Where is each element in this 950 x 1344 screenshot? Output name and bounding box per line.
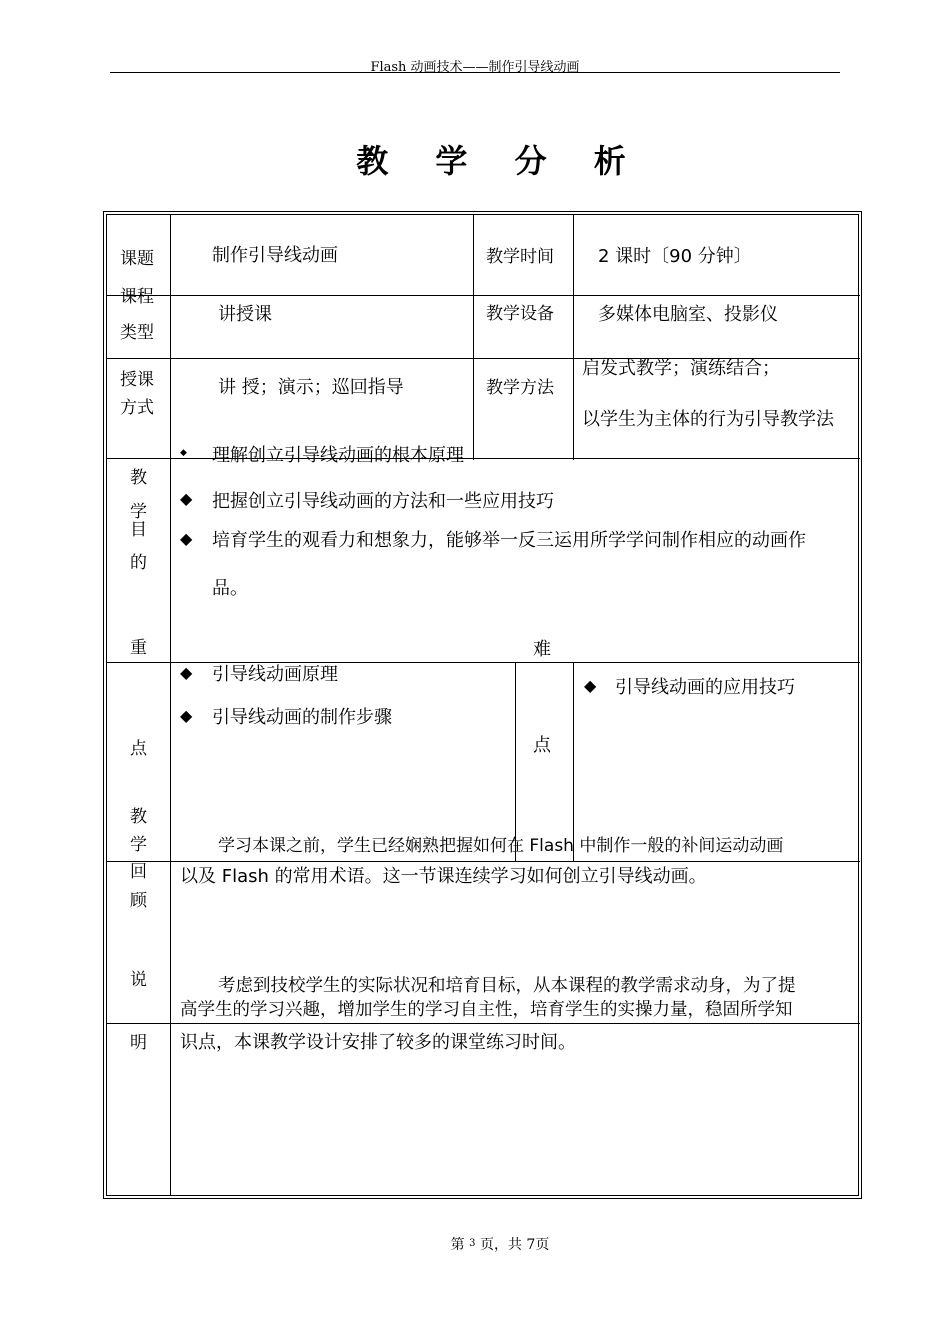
row-divider <box>107 1023 860 1024</box>
delivery-label-line1: 授课 <box>120 370 154 390</box>
column-divider <box>170 214 171 1196</box>
review-label-char: 回 <box>130 862 147 882</box>
explanation-text-line3: 识点，本课教学设计安排了较多的课堂练习时间。 <box>180 1032 576 1053</box>
page-footer <box>0 1234 950 1254</box>
footer-prefix: 第 <box>450 1237 465 1253</box>
method-value-line2: 以学生为主体的行为引导教学法 <box>582 409 834 430</box>
delivery-label-line2: 方式 <box>120 398 154 418</box>
column-divider <box>473 214 474 460</box>
equipment-value: 多媒体电脑室、投影仪 <box>598 304 778 325</box>
footer-suffix: 页 <box>535 1237 550 1253</box>
teaching-time-label: 教学时间 <box>486 247 554 267</box>
review-label-char: 教 <box>130 807 147 827</box>
review-text-line2: 以及 Flash 的常用术语。这一节课连续学习如何创立引导线动画。 <box>180 866 707 887</box>
bullet-diamond-icon: ◆ <box>180 529 193 548</box>
objective-item-continuation: 品。 <box>212 578 248 599</box>
footer-page-number: 3 <box>469 1238 476 1249</box>
bullet-diamond-icon: ◆ <box>180 663 193 682</box>
key-point-item: 引导线动画原理 <box>212 664 338 685</box>
key-point-item: 引导线动画的制作步骤 <box>212 707 392 728</box>
key-points-label-bottom: 点 <box>130 739 147 759</box>
topic-value: 制作引导线动画 <box>212 245 338 266</box>
course-type-label-line2: 类型 <box>120 323 154 343</box>
bullet-diamond-icon: ◆ <box>180 489 193 508</box>
key-points-label-top: 重 <box>130 638 147 658</box>
column-divider <box>573 214 574 460</box>
difficult-points-label-bottom: 点 <box>533 735 551 756</box>
difficult-points-label-top: 难 <box>533 639 551 660</box>
objective-item: 培育学生的观看力和想象力，能够举一反三运用所学学问制作相应的动画作 <box>212 530 806 551</box>
course-type-value: 讲授课 <box>218 304 272 325</box>
explanation-text-line2: 高学生的学习兴趣，增加学生的学习自主性，培育学生的实操力量，稳固所学知 <box>180 1000 793 1020</box>
header-rule <box>110 72 840 73</box>
page-header: Flash 动画技术——制作引导线动画 <box>370 60 580 75</box>
objective-item: 理解创立引导线动画的根本原理 <box>212 445 464 466</box>
explanation-label-char: 明 <box>130 1033 147 1053</box>
objectives-label-char: 目 <box>130 520 147 540</box>
difficult-point-item: 引导线动画的应用技巧 <box>615 677 795 698</box>
review-label-char: 学 <box>130 835 147 855</box>
bullet-diamond-icon: ◆ <box>584 676 597 695</box>
course-type-label-line1: 课程 <box>120 287 154 307</box>
objectives-label-char: 的 <box>130 553 147 573</box>
explanation-label-char: 说 <box>130 970 147 990</box>
objectives-label-char: 教 <box>130 468 147 488</box>
topic-label: 课题 <box>120 249 154 269</box>
method-value-line1: 启发式教学；演练结合； <box>582 358 780 379</box>
review-text-line1: 学习本课之前，学生已经娴熟把握如何在 Flash 中制作一般的补间运动动画 <box>218 836 784 856</box>
bullet-diamond-icon: ◆ <box>180 448 187 458</box>
equipment-label: 教学设备 <box>486 304 554 324</box>
teaching-time-value: 2 课时〔90 分钟〕 <box>598 246 752 267</box>
review-label-char: 顾 <box>130 891 147 911</box>
objectives-label-char: 学 <box>130 502 147 522</box>
explanation-text-line1: 考虑到技校学生的实际状况和培育目标，从本课程的教学需求动身，为了提 <box>218 976 796 996</box>
delivery-value: 讲 授；演示；巡回指导 <box>218 377 404 398</box>
method-label: 教学方法 <box>486 378 554 398</box>
footer-middle: 页，共 <box>479 1237 522 1253</box>
page-title: 教 学 分 析 <box>356 142 644 180</box>
bullet-diamond-icon: ◆ <box>180 706 193 725</box>
objective-item: 把握创立引导线动画的方法和一些应用技巧 <box>212 491 554 512</box>
row-divider <box>107 295 860 296</box>
footer-total-pages: 7 <box>526 1237 536 1253</box>
